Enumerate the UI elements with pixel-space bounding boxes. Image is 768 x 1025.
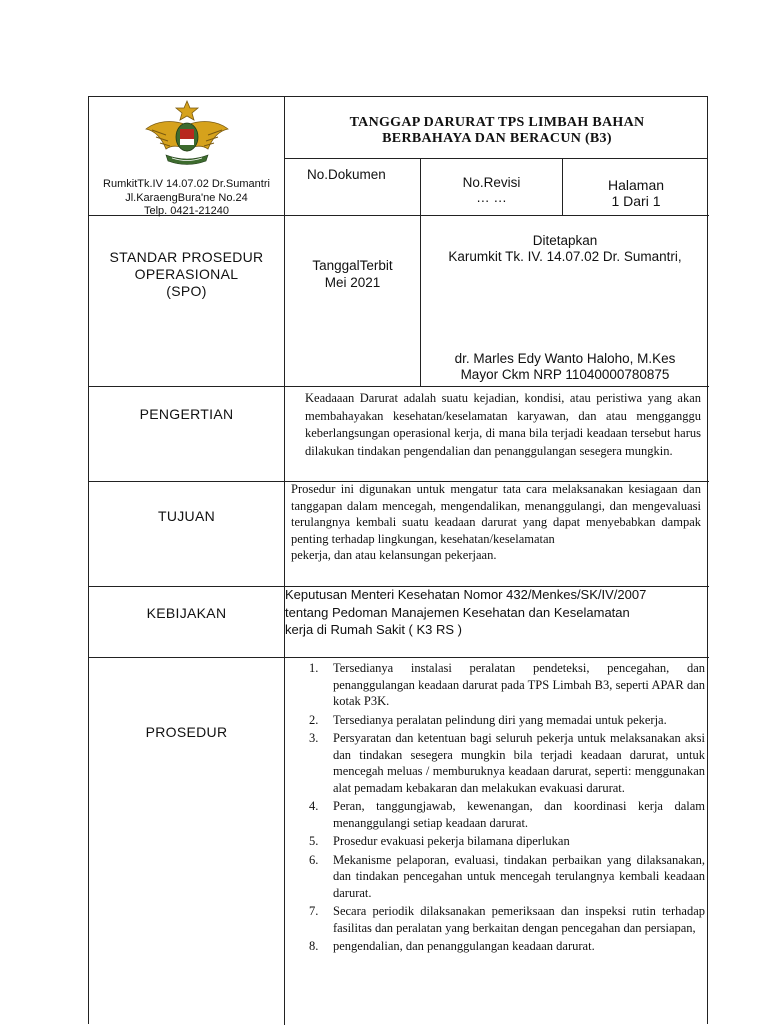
prosedur-item-number: 7.	[309, 904, 319, 918]
column-divider-left	[284, 97, 285, 1025]
kebijakan-text	[285, 586, 705, 639]
no-revisi-label: No.Revisi	[462, 175, 521, 190]
halaman-value: 1 Dari 1	[611, 193, 661, 209]
prosedur-item-number: 3.	[309, 731, 319, 745]
prosedur-item-text: Mekanisme pelaporan, evaluasi, tindakan perbaikan yang dilaksanakan, dan tindakan pencegahan untuk mencegah terulangnya kembali keadaan darurat.	[333, 852, 705, 900]
kebijakan-line1: Keputusan Menteri Kesehatan Nomor 432/Menkes/SK/IV/2007	[285, 587, 647, 602]
halaman-label: Halaman	[607, 177, 665, 193]
document-title-line1: TANGGAP DARURAT TPS LIMBAH BAHAN	[349, 115, 645, 130]
prosedur-list	[301, 660, 705, 955]
tanggal-terbit-label: TanggalTerbit	[312, 258, 393, 273]
halaman-cell	[563, 177, 709, 209]
prosedur-label: PROSEDUR	[145, 724, 228, 740]
tujuan-text: Prosedur ini digunakan untuk mengatur tata cara melaksanakan kesiagaan dan tanggapan dalam mencegah, mengendalikan, menanggulangi, dan mengevaluasi terulangnya kembali suatu keadaan darurat yang dapat menyebabkan dampak penting terhadap lingkungan, kesehatan/keselamatan	[291, 482, 701, 546]
spo-label-line3: (SPO)	[166, 283, 207, 299]
hospital-emblem-icon	[142, 99, 232, 169]
prosedur-item-number: 6.	[309, 852, 319, 867]
signer-block	[421, 351, 709, 383]
kebijakan-label: KEBIJAKAN	[146, 605, 227, 621]
hospital-name: RumkitTk.IV 14.07.02 Dr.Sumantri	[103, 178, 270, 190]
pengertian-label: PENGERTIAN	[139, 406, 234, 422]
prosedur-item-text: Prosedur evakuasi pekerja bilamana diperlukan	[333, 834, 570, 848]
prosedur-item	[301, 730, 705, 796]
signer-rank: Mayor Ckm NRP 11040000780875	[460, 367, 670, 382]
tujuan-block	[291, 481, 701, 564]
pengertian-text: Keadaaan Darurat adalah suatu kejadian, kondisi, atau peristiwa yang akan membahayakan kesehatan/keselamatan karyawan, dan atau mengganggu keberlangsungan operasional kerja, di mana bila terjadi keadaan tersebut harus dilakukan tindakan pengendalian dan penanggulangan sesegera mungkin.	[305, 391, 701, 458]
prosedur-item-text: Peran, tanggungjawab, kewenangan, dan koordinasi kerja dalam menanggulangi setiap keadaan darurat.	[333, 799, 705, 830]
prosedur-item-text: Persyaratan dan ketentuan bagi seluruh pekerja untuk melaksanakan aksi dan tindakan sesegera mungkin bila terjadi keadaan darurat, untuk mencegah meluas / memburuknya keadaan darurat, seperti: menggunakan alat pemadam kebakaran dan melakukan evakuasi darurat.	[333, 731, 705, 795]
row-divider-spo	[89, 386, 709, 387]
kebijakan-line3: kerja di Rumah Sakit ( K3 RS )	[285, 622, 463, 637]
row-divider-kebijakan	[89, 657, 709, 658]
no-dokumen-label: No.Dokumen	[307, 167, 386, 182]
spo-label	[89, 249, 284, 300]
spo-label-line1: STANDAR PROSEDUR	[109, 249, 264, 265]
prosedur-item-number: 5.	[309, 834, 319, 848]
prosedur-item-text: Secara periodik dilaksanakan pemeriksaan dan inspeksi rutin terhadap fasilitas dan peralatan yang berkaitan dengan pencegahan dan persiapan,	[333, 904, 705, 935]
title-divider	[284, 158, 708, 159]
no-revisi-cell	[421, 175, 562, 205]
hospital-info-cell	[89, 97, 284, 215]
prosedur-item-text: Tersedianya peralatan pelindung diri yang memadai untuk pekerja.	[333, 712, 667, 727]
prosedur-item	[301, 798, 705, 831]
prosedur-item-number: 1.	[309, 661, 319, 675]
kebijakan-line2: tentang Pedoman Manajemen Kesehatan dan Keselamatan	[285, 604, 630, 620]
tujuan-text-2: pekerja, dan atau kelansungan pekerjaan.	[291, 548, 497, 562]
no-revisi-value: … …	[476, 190, 507, 205]
hospital-address: Jl.KaraengBura'ne No.24	[125, 191, 248, 204]
hospital-phone: Telp. 0421-21240	[143, 205, 229, 217]
spo-label-line2: OPERASIONAL	[134, 266, 239, 282]
prosedur-item	[301, 712, 705, 729]
prosedur-item	[301, 660, 705, 710]
ditetapkan-by: Karumkit Tk. IV. 14.07.02 Dr. Sumantri,	[448, 249, 682, 264]
tujuan-label: TUJUAN	[157, 508, 216, 524]
ditetapkan-cell	[421, 233, 709, 265]
tanggal-terbit-value: Mei 2021	[324, 275, 381, 290]
prosedur-item-number: 4.	[309, 799, 319, 813]
ditetapkan-label: Ditetapkan	[532, 233, 598, 248]
spo-document	[88, 96, 708, 1024]
prosedur-list-container	[301, 660, 705, 957]
tanggal-terbit-cell	[285, 257, 420, 291]
document-title	[285, 115, 709, 147]
prosedur-item-text: pengendalian, dan penanggulangan keadaan darurat.	[333, 939, 595, 953]
prosedur-item-number: 8.	[309, 939, 319, 953]
signer-name: dr. Marles Edy Wanto Haloho, M.Kes	[454, 351, 676, 366]
prosedur-item	[301, 903, 705, 936]
prosedur-item-number: 2.	[309, 712, 319, 727]
prosedur-item-text: Tersedianya instalasi peralatan pendeteksi, pencegahan, dan penanggulangan keadaan darurat pada TPS Limbah B3, seperti APAR dan kotak P3K.	[333, 661, 705, 708]
prosedur-item	[301, 852, 705, 902]
document-title-line2: BERBAHAYA DAN BERACUN (B3)	[382, 131, 612, 146]
prosedur-item	[301, 938, 705, 955]
prosedur-item	[301, 833, 705, 850]
